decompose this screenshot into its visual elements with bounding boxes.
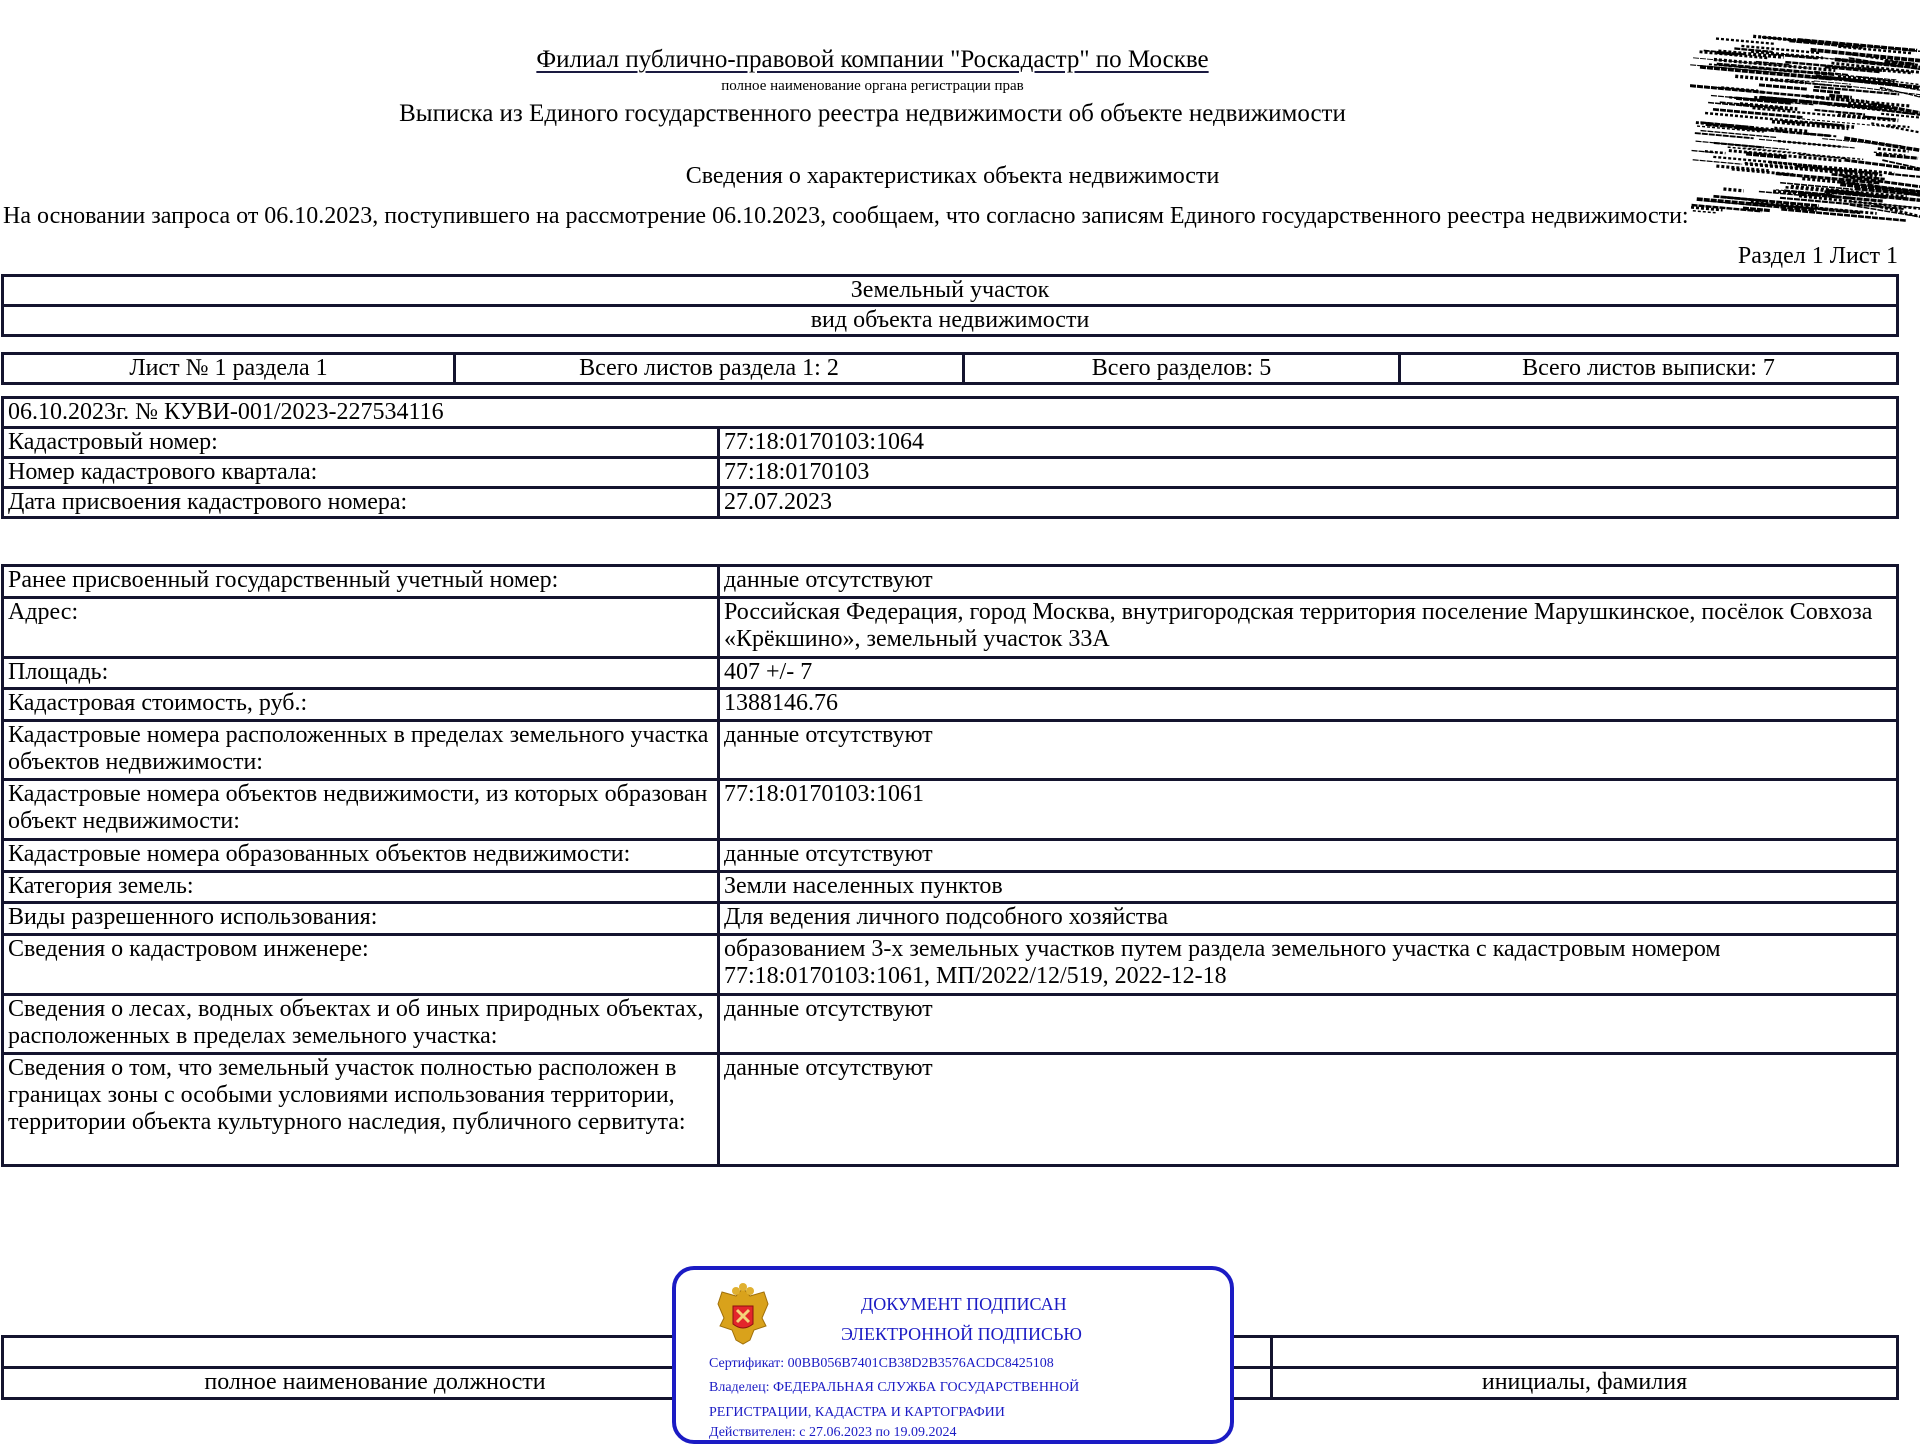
coat-of-arms-icon xyxy=(712,1282,774,1348)
barcode-stroke xyxy=(1876,154,1918,158)
sections-total: Всего разделов: 5 xyxy=(964,354,1400,384)
row-value: 27.07.2023 xyxy=(719,488,1898,518)
table-row xyxy=(3,721,1898,780)
section-reference: Раздел 1 Лист 1 xyxy=(1737,243,1898,269)
row-label: Кадастровые номера расположенных в пределах земельного участка объектов недвижимости: xyxy=(3,721,719,780)
details-table xyxy=(1,564,1899,1167)
table-row xyxy=(3,488,1898,518)
stamp-owner-line-2: РЕГИСТРАЦИИ, КАДАСТРА И КАРТОГРАФИИ xyxy=(709,1405,1005,1420)
barcode-stroke xyxy=(1808,83,1828,85)
table-row xyxy=(3,566,1898,598)
barcode-stroke xyxy=(1829,96,1852,98)
stamp-owner-line-1: Владелец: ФЕДЕРАЛЬНАЯ СЛУЖБА ГОСУДАРСТВЕННОЙ xyxy=(709,1380,1080,1395)
table-row xyxy=(3,428,1898,458)
electronic-signature-stamp xyxy=(672,1266,1234,1444)
table-row xyxy=(3,872,1898,903)
row-value: данные отсутствуют xyxy=(719,995,1898,1054)
stamp-certificate: Сертификат: 00BB056B7401CB38D2B3576ACDC8425108 xyxy=(709,1356,1054,1371)
position-field xyxy=(3,1337,748,1368)
table-row xyxy=(3,658,1898,689)
row-label: Кадастровые номера объектов недвижимости, из которых образован объект недвижимости: xyxy=(3,780,719,840)
barcode-stroke xyxy=(1871,123,1920,132)
table-row xyxy=(3,995,1898,1054)
row-label: Площадь: xyxy=(3,658,719,689)
row-value: данные отсутствуют xyxy=(719,566,1898,598)
barcode-stroke xyxy=(1888,125,1910,127)
row-value: Российская Федерация, город Москва, внутригородская территория поселение Марушкинское, посёлок Совхоза «Крёкшино», земельный участок 33А xyxy=(719,598,1898,658)
row-label: Категория земель: xyxy=(3,872,719,903)
table-row xyxy=(3,935,1898,995)
barcode-stroke xyxy=(1693,160,1742,164)
stamp-line-1: ДОКУМЕНТ ПОДПИСАН xyxy=(861,1294,1067,1314)
intro-text: На основании запроса от 06.10.2023, поступившего на рассмотрение 06.10.2023, сообщаем, что согласно записям Единого государственного реестра недвижимости: xyxy=(3,203,1689,229)
table-row xyxy=(3,598,1898,658)
barcode-stroke xyxy=(1759,85,1807,89)
identification-table xyxy=(1,396,1899,519)
object-type: Земельный участок xyxy=(3,276,1898,306)
row-label: Сведения о кадастровом инженере: xyxy=(3,935,719,995)
row-label: Виды разрешенного использования: xyxy=(3,903,719,935)
row-label: Номер кадастрового квартала: xyxy=(3,458,719,488)
extract-sheets-total: Всего листов выписки: 7 xyxy=(1400,354,1898,384)
table-row xyxy=(3,689,1898,721)
row-label: Сведения о том, что земельный участок полностью расположен в границах зоны с особыми условиями использования территории, территории объекта культурного наследия, публичного сервитута: xyxy=(3,1054,719,1166)
row-value: 77:18:0170103 xyxy=(719,458,1898,488)
row-value: 77:18:0170103:1064 xyxy=(719,428,1898,458)
section-sheets-total: Всего листов раздела 1: 2 xyxy=(455,354,964,384)
barcode-stroke xyxy=(1693,211,1716,213)
row-value: данные отсутствуют xyxy=(719,1054,1898,1166)
table-row xyxy=(3,458,1898,488)
row-value: данные отсутствуют xyxy=(719,840,1898,872)
position-caption: полное наименование должности xyxy=(3,1368,748,1399)
barcode-stroke xyxy=(1813,90,1841,92)
row-label: Кадастровая стоимость, руб.: xyxy=(3,689,719,721)
qr-code-icon xyxy=(1690,18,1920,228)
row-value: образованием 3-х земельных участков путем раздела земельного участка с кадастровым номером 77:18:0170103:1061, МП/2022/12/519, 2022-12-18 xyxy=(719,935,1898,995)
sheets-table xyxy=(1,352,1899,385)
row-label: Кадастровые номера образованных объектов недвижимости: xyxy=(3,840,719,872)
table-row xyxy=(3,903,1898,935)
row-value: данные отсутствуют xyxy=(719,721,1898,780)
barcode-stroke xyxy=(1716,39,1775,44)
name-caption: инициалы, фамилия xyxy=(1272,1368,1898,1399)
row-label: Дата присвоения кадастрового номера: xyxy=(3,488,719,518)
sheet-number: Лист № 1 раздела 1 xyxy=(3,354,455,384)
section-title: Сведения о характеристиках объекта недвижимости xyxy=(685,163,1220,189)
row-value: 1388146.76 xyxy=(719,689,1898,721)
barcode-stroke xyxy=(1723,189,1743,191)
row-label: Адрес: xyxy=(3,598,719,658)
organization-caption: полное наименование органа регистрации прав xyxy=(721,78,1024,94)
table-row xyxy=(3,840,1898,872)
request-number: 06.10.2023г. № КУВИ-001/2023-227534116 xyxy=(3,398,1898,428)
row-value: 77:18:0170103:1061 xyxy=(719,780,1898,840)
name-field xyxy=(1272,1337,1898,1368)
row-value: Для ведения личного подсобного хозяйства xyxy=(719,903,1898,935)
organization-title xyxy=(0,46,1745,74)
stamp-validity: Действителен: с 27.06.2023 по 19.09.2024 xyxy=(709,1425,957,1440)
object-type-table xyxy=(1,274,1899,337)
row-label: Ранее присвоенный государственный учетный номер: xyxy=(3,566,719,598)
table-row xyxy=(3,1054,1898,1166)
table-row xyxy=(3,780,1898,840)
object-type-caption: вид объекта недвижимости xyxy=(3,306,1898,336)
barcode-stroke xyxy=(1844,138,1920,150)
row-value: 407 +/- 7 xyxy=(719,658,1898,689)
organization-name: Филиал публично-правовой компании "Роскадастр" по Москве xyxy=(536,46,1209,73)
barcode-stroke xyxy=(1695,133,1754,138)
barcode-stroke xyxy=(1696,141,1789,149)
row-label: Сведения о лесах, водных объектах и об иных природных объектах, расположенных в пределах земельного участка: xyxy=(3,995,719,1054)
stamp-line-2: ЭЛЕКТРОННОЙ ПОДПИСЬЮ xyxy=(841,1324,1082,1344)
barcode-stroke xyxy=(1888,174,1920,177)
document-title: Выписка из Единого государственного реестра недвижимости об объекте недвижимости xyxy=(399,100,1346,127)
row-value: Земли населенных пунктов xyxy=(719,872,1898,903)
row-label: Кадастровый номер: xyxy=(3,428,719,458)
barcode-stroke xyxy=(1844,160,1920,170)
